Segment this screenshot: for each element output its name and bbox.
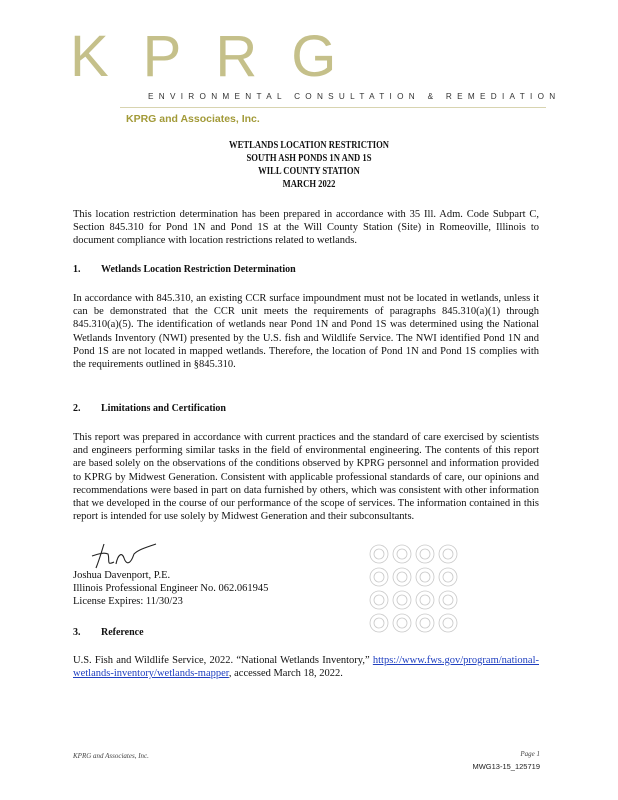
title-line-2: SOUTH ASH PONDS 1N AND 1S	[246, 153, 372, 164]
engineer-signature	[86, 540, 162, 572]
company-name: KPRG and Associates, Inc.	[126, 113, 260, 125]
section-1-number: 1.	[73, 264, 81, 275]
section-1-text: In accordance with 845.310, an existing CCR surface impoundment must not be located in wetlands, unless it can be demonstrated that the CCR unit meets the requirements of paragraphs 845.310(a)(1) through 845.310(a)(5). The identification of wetlands near Pond 1N and Pond 1S was determined using the National Wetlands Inventory (NWI) presented by the U.S. fish and Wildlife Service. The NWI identified Pond 1N and Pond 1S are not located in mapped wetlands. Therefore, the location of Pond 1N and Pond 1S complies with the requirements outlined in §845.310.	[73, 293, 539, 371]
section-2-title: Limitations and Certification	[101, 403, 226, 414]
reference-entry	[73, 654, 539, 680]
section-2-number: 2.	[73, 403, 81, 414]
logo-tagline: ENVIRONMENTAL CONSULTATION & REMEDIATION	[148, 92, 561, 101]
intro-paragraph	[73, 208, 539, 248]
header-divider	[120, 107, 546, 108]
intro-text: This location restriction determination has been prepared in accordance with 35 Ill. Adm. Code Subpart C, Section 845.310 for Pond 1N and Pond 1S at the Will County Station (Site) in Romeoville, Illinois to document compliance with location restrictions related to wetlands.	[73, 209, 539, 247]
section-3-body	[73, 654, 539, 680]
section-3-number: 3.	[73, 627, 81, 638]
company-logo: KPRG	[70, 24, 371, 89]
signature-block	[73, 569, 268, 609]
section-2-text: This report was prepared in accordance with current practices and the standard of care exercised by scientists and engineers performing similar tasks in the field of environmental engineering. The contents of this report are based solely on the observations of the conditions observed by KPRG personnel and information provided to KPRG by Midwest Generation. Consistent with applicable professional standards of care, our opinions and recommendations were based in part on data furnished by others, which was consistent with other information that we developed in the course of our performance of the scope of services. The information contained in this report is intended for use solely by Midwest Generation and their subconsultants.	[73, 432, 539, 523]
section-3-heading	[73, 627, 144, 638]
engineer-license-number: Illinois Professional Engineer No. 062.061945	[73, 583, 269, 595]
section-3-title: Reference	[101, 627, 144, 638]
reference-accessed: , accessed March 18, 2022.	[228, 668, 343, 680]
section-2-body	[73, 431, 539, 523]
title-line-3: WILL COUNTY STATION	[258, 166, 360, 177]
reference-link[interactable]: https://www.fws.gov/program/national-wetlands-inventory/wetlands-mapper	[73, 655, 539, 680]
section-1-body	[73, 292, 539, 371]
engineer-seal-stamp	[366, 542, 460, 634]
footer-page-number: Page 1	[520, 750, 540, 758]
section-1-heading	[73, 264, 296, 275]
reference-citation: U.S. Fish and Wildlife Service, 2022. “National Wetlands Inventory,”	[73, 655, 370, 666]
section-1-title: Wetlands Location Restriction Determination	[101, 264, 296, 275]
footer-company: KPRG and Associates, Inc.	[73, 752, 149, 760]
document-id: MWG13-15_125719	[472, 762, 540, 771]
section-2-heading	[73, 403, 226, 414]
engineer-name: Joshua Davenport, P.E.	[73, 570, 171, 581]
title-line-4: MARCH 2022	[282, 179, 336, 190]
license-expiration: License Expires: 11/30/23	[73, 596, 183, 608]
document-title	[43, 139, 574, 191]
title-line-1: WETLANDS LOCATION RESTRICTION	[229, 140, 389, 151]
